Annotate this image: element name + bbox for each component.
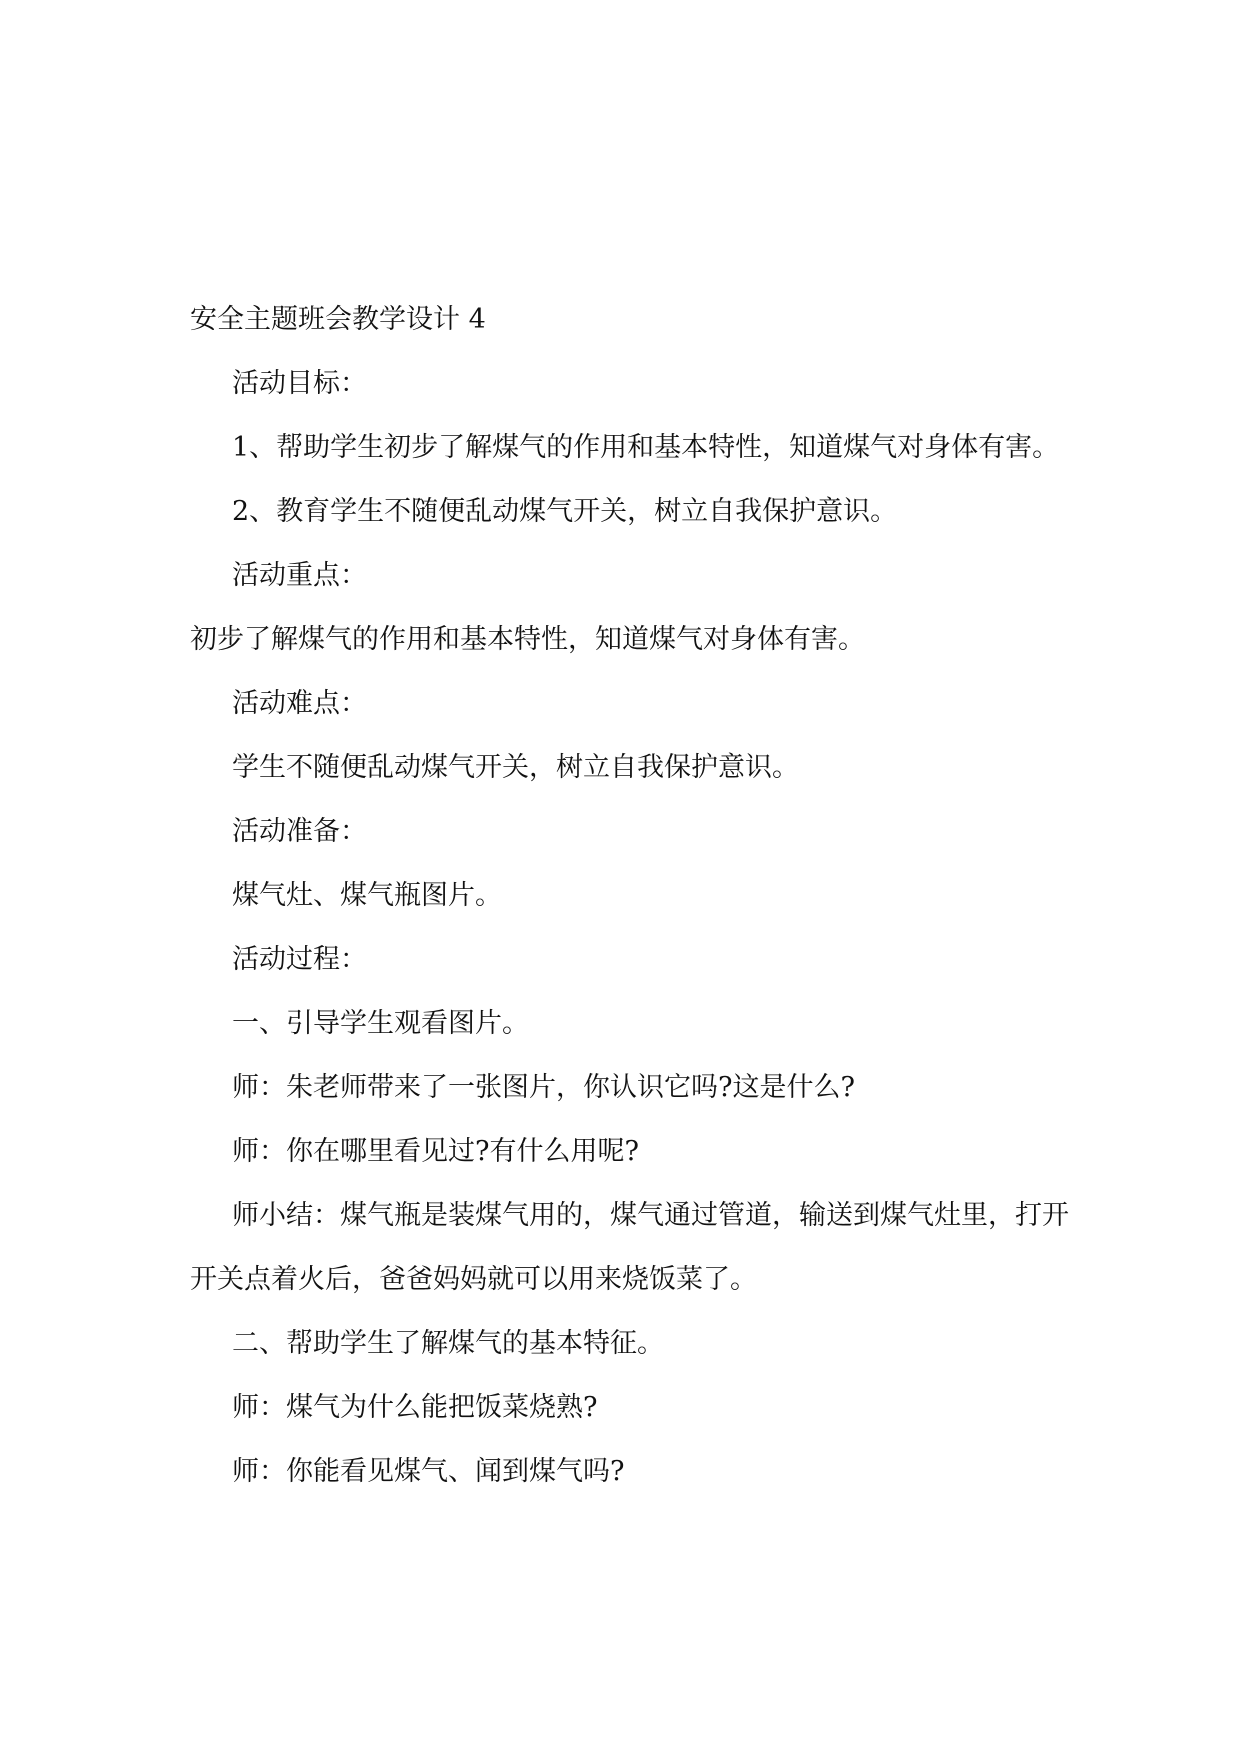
goal-2: 2、教育学生不随便乱动煤气开关，树立自我保护意识。 bbox=[232, 496, 898, 527]
process-step-1: 一、引导学生观看图片。 bbox=[232, 1008, 529, 1039]
heading-activity-goals: 活动目标： bbox=[232, 368, 367, 399]
document-title: 安全主题班会教学设计 4 bbox=[190, 304, 486, 335]
teacher-summary: 师小结：煤气瓶是装煤气用的，煤气通过管道，输送到煤气灶里，打开开关点着火后，爸爸妈妈就可以用来烧饭菜了。 bbox=[190, 1200, 1069, 1295]
teacher-line-4: 师：你能看见煤气、闻到煤气吗? bbox=[232, 1456, 625, 1487]
preparation-text: 煤气灶、煤气瓶图片。 bbox=[232, 880, 502, 911]
teacher-line-1: 师：朱老师带来了一张图片，你认识它吗?这是什么? bbox=[232, 1072, 855, 1103]
heading-key-points: 活动重点： bbox=[232, 560, 367, 591]
heading-process: 活动过程： bbox=[232, 944, 367, 975]
heading-preparation: 活动准备： bbox=[232, 816, 367, 847]
goal-1: 1、帮助学生初步了解煤气的作用和基本特性，知道煤气对身体有害。 bbox=[232, 432, 1060, 463]
teacher-line-3: 师：煤气为什么能把饭菜烧熟? bbox=[232, 1392, 598, 1423]
teacher-line-2: 师：你在哪里看见过?有什么用呢? bbox=[232, 1136, 639, 1167]
heading-difficulties: 活动难点： bbox=[232, 688, 367, 719]
difficulties-text: 学生不随便乱动煤气开关，树立自我保护意识。 bbox=[232, 752, 799, 783]
process-step-2: 二、帮助学生了解煤气的基本特征。 bbox=[232, 1328, 664, 1359]
key-points-text: 初步了解煤气的作用和基本特性，知道煤气对身体有害。 bbox=[190, 624, 865, 655]
document-body bbox=[190, 288, 1070, 1504]
